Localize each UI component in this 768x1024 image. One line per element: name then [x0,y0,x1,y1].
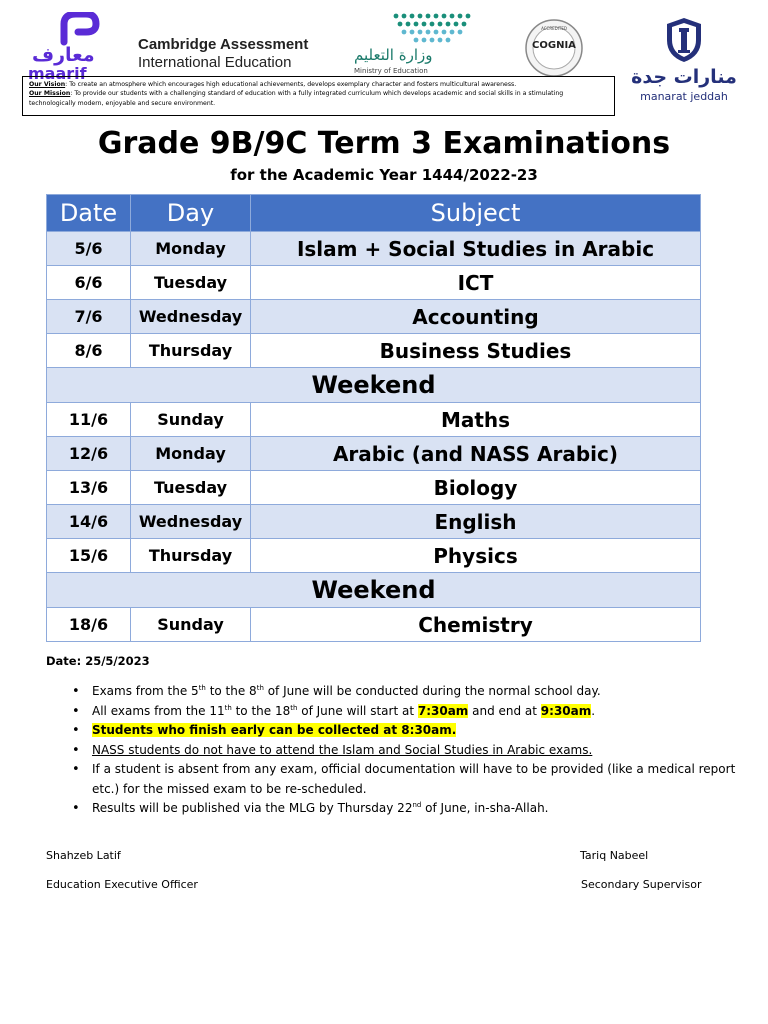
exam-schedule-table [46,194,701,642]
note-text: to the 8 [205,684,257,698]
right-signatory-title: Secondary Supervisor [581,878,702,891]
row-subject: Biology [251,471,701,505]
row-date: 14/6 [47,505,131,539]
row-subject: Physics [251,539,701,573]
note-sup: nd [412,801,422,809]
row-day: Tuesday [131,471,251,505]
row-subject: ICT [251,266,701,300]
note-text: of June will start at [297,703,418,718]
cognia-accredited: ACCREDITED [541,26,567,31]
mission-line [29,89,608,108]
row-date: 8/6 [47,334,131,368]
manarat-english: manarat jeddah [640,90,728,103]
moe-dots-icon [392,12,472,44]
table-row [47,266,701,300]
list-item [72,702,752,722]
row-date: 6/6 [47,266,131,300]
table-row [47,505,701,539]
note-text: to the 18 [231,703,291,718]
row-day: Sunday [131,608,251,642]
note-text: . [591,703,596,718]
note-sup: th [198,684,206,692]
manarat-logo [628,16,740,103]
mission-label: Our Mission [29,90,71,98]
cambridge-logo [138,36,308,71]
vision-line [29,80,608,89]
table-header-row [47,195,701,232]
row-day: Thursday [131,539,251,573]
row-subject: Islam + Social Studies in Arabic [251,232,701,266]
row-date: 11/6 [47,403,131,437]
notes-list [72,682,752,819]
note-text: Results will be published via the MLG by Thursday 22 [92,801,413,815]
page-title: Grade 9B/9C Term 3 Examinations [97,126,671,161]
row-date: 7/6 [47,300,131,334]
row-date: 13/6 [47,471,131,505]
row-subject: English [251,505,701,539]
header-date: Date [47,195,131,232]
moe-logo [352,12,472,74]
cambridge-line1: Cambridge Assessment [138,36,309,53]
row-date: 15/6 [47,539,131,573]
left-signatory-name: Shahzeb Latif [46,849,121,862]
maarif-arabic: معارف [32,44,95,66]
collection-note-highlight: Students who finish early can be collected at 8:30am. [92,723,457,737]
row-date: 18/6 [47,608,131,642]
table-row [47,403,701,437]
weekend-label: Weekend [47,573,701,608]
row-subject: Arabic (and NASS Arabic) [251,437,701,471]
manarat-shield-icon [664,16,704,64]
cognia-seal [524,18,584,78]
weekend-row [47,573,701,608]
right-signatory-name: Tariq Nabeel [580,849,649,862]
left-signatory-title: Education Executive Officer [46,878,198,891]
weekend-row [47,368,701,403]
maarif-mark-icon [58,12,100,48]
row-day: Wednesday [131,505,251,539]
list-item [72,682,752,702]
mission-text: : To provide our students with a challenging standard of education with a fully integrated curriculum which develops academic and social skills in a stimulating technologically modern, enjoyable and secure environment. [29,90,564,107]
note-text: Exams from the 5 [92,684,199,698]
row-day: Monday [131,437,251,471]
row-subject: Business Studies [251,334,701,368]
row-day: Sunday [131,403,251,437]
row-day: Thursday [131,334,251,368]
note-text: If a student is absent from any exam, official documentation will have to be provided (like a medical report etc.) for the missed exam to be re-scheduled. [92,762,736,796]
nass-note: NASS students do not have to attend the Islam and Social Studies in Arabic exams. [92,742,593,757]
list-item [72,741,752,761]
header-subject: Subject [251,195,701,232]
cambridge-line2: International Education [138,54,292,71]
row-day: Tuesday [131,266,251,300]
weekend-label: Weekend [47,368,701,403]
header-day: Day [131,195,251,232]
cognia-text: COGNIA [532,40,576,51]
list-item [72,760,752,799]
vision-label: Our Vision [29,81,66,88]
row-subject: Chemistry [251,608,701,642]
table-row [47,471,701,505]
maarif-logo [22,12,102,83]
end-time-highlight: 9:30am [540,703,592,718]
table-row [47,300,701,334]
row-day: Wednesday [131,300,251,334]
start-time-highlight: 7:30am [417,703,469,718]
note-sup: th [224,703,232,712]
table-row [47,437,701,471]
table-row [47,608,701,642]
moe-english: Ministry of Education [354,67,428,75]
row-day: Monday [131,232,251,266]
maarif-english: maarif [28,64,87,83]
moe-arabic: وزارة التعليم [354,46,433,64]
note-text: of June will be conducted during the normal school day. [263,684,601,698]
note-text: All exams from the 11 [92,703,225,718]
note-text: and end at [468,703,541,718]
vision-mission-box [22,76,615,116]
row-date: 12/6 [47,437,131,471]
row-subject: Maths [251,403,701,437]
list-item [72,799,752,819]
row-subject: Accounting [251,300,701,334]
note-sup: th [256,684,264,692]
table-row [47,539,701,573]
row-date: 5/6 [47,232,131,266]
issue-date: Date: 25/5/2023 [46,654,150,668]
table-row [47,334,701,368]
manarat-arabic: منارات جدة [631,66,737,88]
page-subtitle: for the Academic Year 1444/2022-23 [230,166,538,184]
table-row [47,232,701,266]
vision-text: : To create an atmosphere which encourages high educational achievements, develops exemplary character and fosters multicultural awareness. [65,81,517,88]
list-item [72,721,752,741]
note-sup: th [290,703,298,712]
note-text: of June, in-sha-Allah. [421,801,549,815]
